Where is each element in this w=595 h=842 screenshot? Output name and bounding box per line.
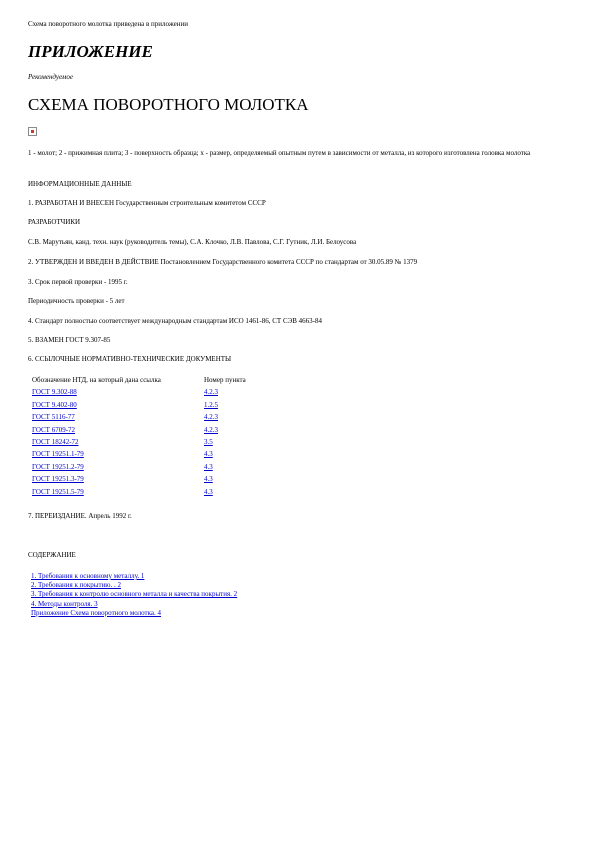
table-cell-clause bbox=[202, 413, 248, 425]
check-period: Периодичность проверки - 5 лет bbox=[28, 297, 125, 305]
column-header-document: Обозначение НТД, на который дана ссылка bbox=[32, 376, 161, 384]
info-heading: ИНФОРМАЦИОННЫЕ ДАННЫЕ bbox=[28, 180, 132, 188]
table-cell-document bbox=[30, 475, 202, 487]
table-row bbox=[30, 463, 248, 475]
clause-link[interactable]: 4.3 bbox=[204, 487, 213, 496]
info-item-2: 2. УТВЕРЖДЕН И ВВЕДЕН В ДЕЙСТВИЕ Постановлением Государственного комитета СССР по стандартам от 30.05.89 № 1379 bbox=[28, 258, 418, 266]
appendix-status: Рекомендуемое bbox=[28, 73, 73, 81]
table-cell-document bbox=[30, 388, 202, 400]
broken-image-icon bbox=[28, 127, 37, 136]
intro-text: Схема поворотного молотка приведена в приложении bbox=[28, 20, 188, 28]
document-link[interactable]: ГОСТ 9.302-88 bbox=[32, 388, 77, 397]
developers-list: С.В. Марутьян, канд. техн. наук (руководитель темы), С.А. Клочко, Л.В. Павлова, С.Г. Гутник, Л.И. Белоусова bbox=[28, 238, 357, 246]
info-item-4: 4. Стандарт полностью соответствует международным стандартам ИСО 1461-86, СТ СЭВ 4663-84 bbox=[28, 317, 322, 325]
clause-link[interactable]: 4.2.3 bbox=[204, 413, 218, 422]
developers-heading: РАЗРАБОТЧИКИ bbox=[28, 218, 81, 226]
table-cell-clause bbox=[202, 401, 248, 413]
document-link[interactable]: ГОСТ 9.402-80 bbox=[32, 400, 77, 409]
table-row bbox=[30, 488, 248, 500]
table-cell-clause bbox=[202, 450, 248, 462]
table-cell-document bbox=[30, 401, 202, 413]
table-row bbox=[30, 388, 248, 400]
table-cell-document bbox=[30, 426, 202, 438]
info-item-3: 3. Срок первой проверки - 1995 г. bbox=[28, 278, 128, 286]
references-table bbox=[30, 376, 248, 500]
document-link[interactable]: ГОСТ 6709-72 bbox=[32, 425, 76, 434]
table-cell-clause bbox=[202, 475, 248, 487]
column-header-clause: Номер пункта bbox=[204, 376, 246, 384]
table-cell-clause bbox=[202, 463, 248, 475]
document-link[interactable]: ГОСТ 19251.2-79 bbox=[32, 462, 84, 471]
table-row bbox=[30, 401, 248, 413]
clause-link[interactable]: 4.2.3 bbox=[204, 425, 218, 434]
table-cell-clause bbox=[202, 388, 248, 400]
figure-legend: 1 - молот; 2 - прижимная плита; 3 - поверхность образца; х - размер, определяемый опытным путем в зависимости от металла, из которого изготовлена головка молотка bbox=[28, 149, 531, 157]
document-link[interactable]: ГОСТ 19251.1-79 bbox=[32, 450, 84, 459]
clause-link[interactable]: 4.3 bbox=[204, 475, 213, 484]
table-row bbox=[30, 450, 248, 462]
toc-link[interactable]: 2. Требования к покрытию. . 2 bbox=[31, 581, 121, 590]
table-cell-document bbox=[30, 463, 202, 475]
document-link[interactable]: ГОСТ 19251.5-79 bbox=[32, 487, 84, 496]
info-item-5: 5. ВЗАМЕН ГОСТ 9.307-85 bbox=[28, 336, 111, 344]
toc-link[interactable]: 1. Требования к основному металлу. 1 bbox=[31, 572, 145, 580]
table-row bbox=[30, 438, 248, 450]
table-row bbox=[30, 426, 248, 438]
table-header-row bbox=[30, 376, 248, 388]
table-cell-document bbox=[30, 413, 202, 425]
table-cell-clause bbox=[202, 426, 248, 438]
toc-link[interactable]: 4. Методы контроля. 3 bbox=[31, 599, 98, 608]
toc-link[interactable]: 3. Требования к контролю основного металла и качества покрытия. 2 bbox=[31, 590, 238, 599]
clause-link[interactable]: 3.5 bbox=[204, 437, 213, 446]
contents-heading: СОДЕРЖАНИЕ bbox=[28, 551, 76, 559]
document-link[interactable]: ГОСТ 5116-77 bbox=[32, 413, 75, 422]
table-cell-clause bbox=[202, 488, 248, 500]
table-of-contents bbox=[31, 572, 531, 618]
appendix-title: ПРИЛОЖЕНИЕ bbox=[28, 42, 153, 61]
info-item-7: 7. ПЕРЕИЗДАНИЕ. Апрель 1992 г. bbox=[28, 512, 132, 520]
info-item-1: 1. РАЗРАБОТАН И ВНЕСЕН Государственным строительным комитетом СССР bbox=[28, 199, 266, 207]
table-cell-document bbox=[30, 450, 202, 462]
table-cell-document bbox=[30, 488, 202, 500]
document-link[interactable]: ГОСТ 19251.3-79 bbox=[32, 475, 84, 484]
clause-link[interactable]: 1.2.5 bbox=[204, 400, 218, 409]
table-cell-clause bbox=[202, 438, 248, 450]
document-link[interactable]: ГОСТ 18242-72 bbox=[32, 437, 79, 446]
toc-link[interactable]: Приложение Схема поворотного молотка. 4 bbox=[31, 608, 162, 617]
clause-link[interactable]: 4.3 bbox=[204, 462, 213, 471]
table-row bbox=[30, 475, 248, 487]
table-cell-document bbox=[30, 438, 202, 450]
clause-link[interactable]: 4.3 bbox=[204, 450, 213, 459]
table-row bbox=[30, 413, 248, 425]
clause-link[interactable]: 4.2.3 bbox=[204, 388, 218, 397]
info-item-6: 6. ССЫЛОЧНЫЕ НОРМАТИВНО-ТЕХНИЧЕСКИЕ ДОКУМЕНТЫ bbox=[28, 355, 232, 363]
scheme-heading: СХЕМА ПОВОРОТНОГО МОЛОТКА bbox=[28, 95, 309, 114]
